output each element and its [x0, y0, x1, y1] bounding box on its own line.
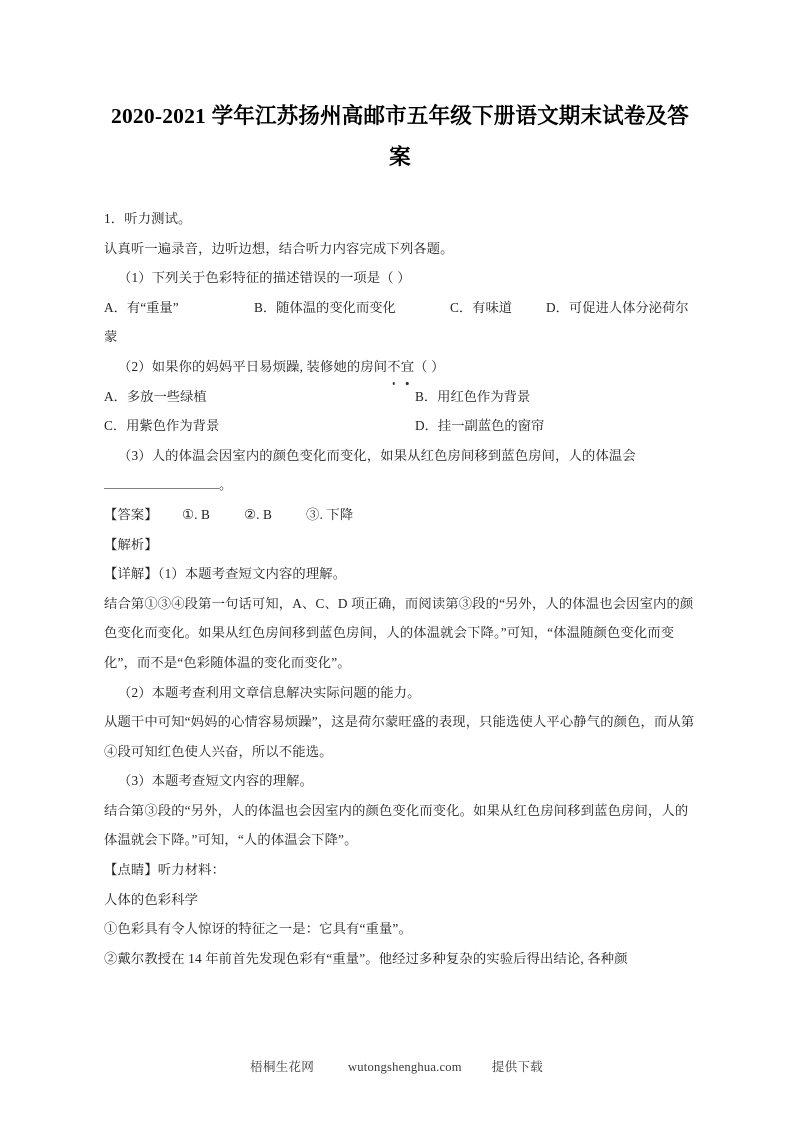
- detail-q2-heading: （2）本题考查利用文章信息解决实际问题的能力。: [118, 684, 421, 700]
- sub-question-3-blank: [104, 470, 696, 500]
- document-content: [104, 0, 696, 973]
- option-c: C．用紫色作为背景: [104, 418, 220, 434]
- answer-item-2: ②. B: [244, 506, 273, 522]
- blank-suffix: 。: [219, 477, 233, 493]
- material-paragraph-2: ②戴尔教授在 14 年前首先发现色彩有“重量”。他经过多种复杂的实验后得出结论, 各种颜: [104, 950, 628, 966]
- question-number: 1．听力测试。: [104, 211, 192, 226]
- sub-question-1-overflow: 蒙: [104, 329, 118, 345]
- option-c: C．有味道: [450, 299, 513, 315]
- highlight-line: [104, 855, 696, 885]
- material-title: 人体的色彩科学: [104, 891, 199, 907]
- option-b: B．用红色作为背景: [415, 388, 531, 404]
- stem-text-after: （ ）: [414, 358, 445, 374]
- detail-q1-heading: [104, 559, 696, 589]
- option-d: D．挂一副蓝色的窗帘: [415, 418, 545, 434]
- sub-question-2-stem: [104, 352, 696, 382]
- sub-question-2-options-row-1: [104, 382, 696, 412]
- footer-site-name: 梧桐生花网: [250, 1060, 314, 1074]
- page-footer: [0, 1056, 793, 1075]
- footer-url: wutongshenghua.com: [348, 1060, 462, 1074]
- fill-in-blank[interactable]: [104, 475, 219, 489]
- detail-q1-text: （1）本题考查短文内容的理解。: [157, 566, 347, 582]
- detail-label: 【详解】: [104, 566, 158, 582]
- detail-q2-body: 从题干中可知“妈妈的心情容易烦躁”，这是荷尔蒙旺盛的表现，只能选使人平心静气的颜色，而从第④段可知红色使人兴奋，所以不能选。: [104, 714, 695, 759]
- option-a: A．有“重量”: [104, 299, 179, 315]
- sub-question-2-options-row-2: [104, 411, 696, 441]
- detail-q3-body: 结合第③段的“另外，人的体温也会因室内的颜色变化而变化。如果从红色房间移到蓝色房间，人的体温就会下降。”可知，“人的体温会下降”。: [104, 802, 689, 848]
- material-paragraph-1: ①色彩具有令人惊讶的特征之一是：它具有“重量”。: [104, 921, 412, 937]
- stem-text-before: （2）如果你的妈妈平日易烦躁, 装修她的房间: [118, 358, 388, 374]
- document-body: [104, 204, 696, 973]
- detail-q1-body: 结合第①③④段第一句话可知，A、C、D 项正确，而阅读第③段的“另外，人的体温也会因室内的颜色变化而变化。如果从红色房间移到蓝色房间，人的体温就会下降。”可知，“体温随颜色变化而变化”，而不是“色彩随体温的变化而变化”。: [104, 595, 694, 670]
- sub-question-1-stem: （1）下列关于色彩特征的描述错误的一项是（ ）: [118, 270, 411, 286]
- listening-instruction: 认真听一遍录音，边听边想，结合听力内容完成下列各题。: [104, 240, 454, 256]
- highlight-text: 听力材料：: [157, 862, 226, 878]
- answer-item-1: ①. B: [182, 506, 211, 522]
- stem-emphasis-yi: 宜: [401, 352, 414, 382]
- answer-item-3: ③. 下降: [306, 506, 354, 522]
- sub-question-1-options: [104, 293, 696, 323]
- page-title: 2020-2021 学年江苏扬州高邮市五年级下册语文期末试卷及答案: [111, 104, 689, 169]
- option-a: A．多放一些绿植: [104, 388, 207, 404]
- answer-label: 【答案】: [104, 506, 158, 522]
- option-d: D．可促进人体分泌荷尔: [546, 299, 689, 315]
- answer-line: [104, 500, 696, 530]
- analysis-label: 【解析】: [104, 536, 158, 552]
- stem-emphasis-bu: 不: [387, 352, 400, 382]
- option-b: B．随体温的变化而变化: [254, 299, 396, 315]
- footer-action: 提供下载: [491, 1060, 543, 1074]
- detail-q3-heading: （3）本题考查短文内容的理解。: [118, 773, 314, 789]
- highlight-label: 【点睛】: [104, 862, 158, 878]
- sub-question-3-stem: （3）人的体温会因室内的颜色变化而变化，如果从红色房间移到蓝色房间，人的体温会: [118, 447, 636, 463]
